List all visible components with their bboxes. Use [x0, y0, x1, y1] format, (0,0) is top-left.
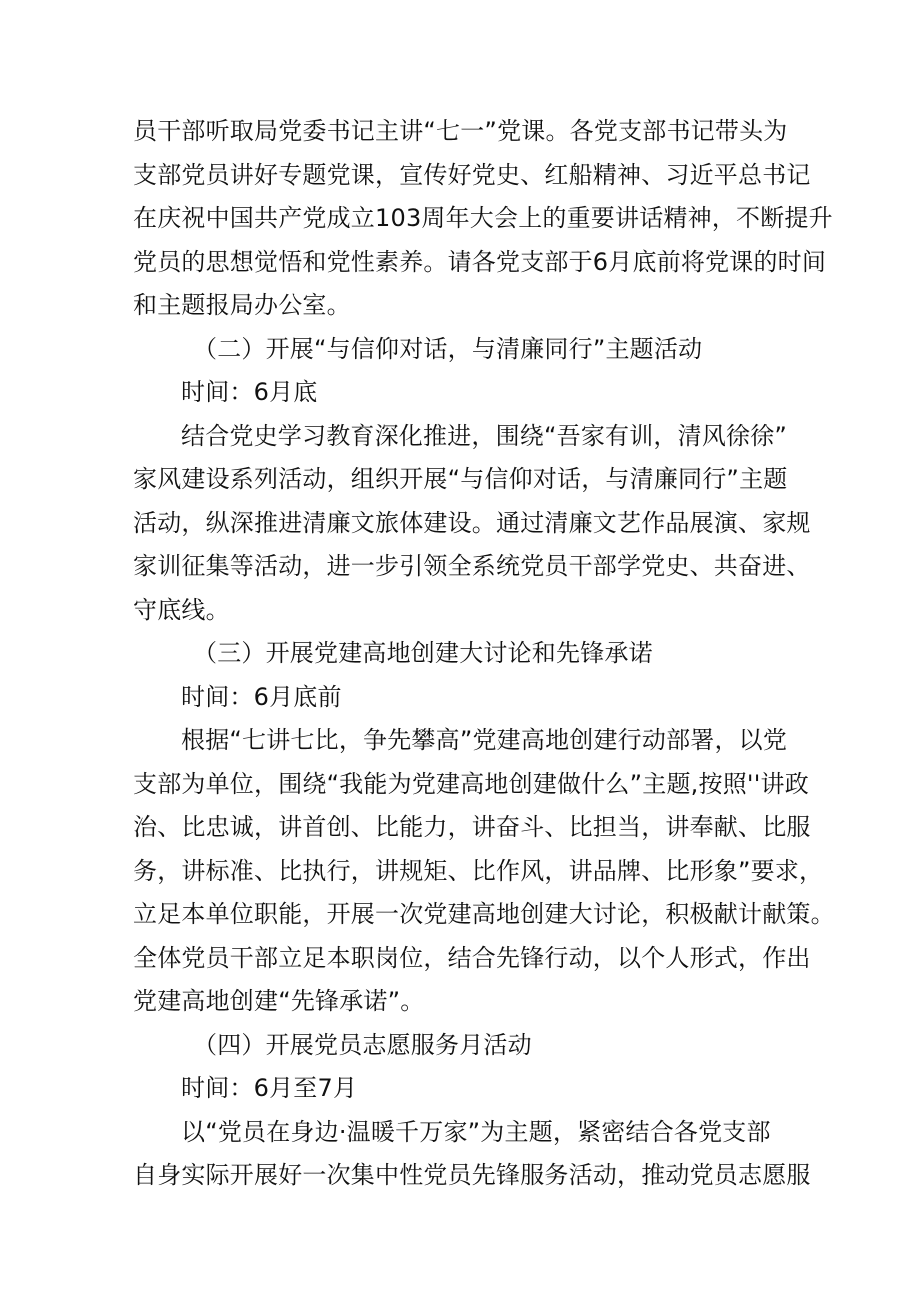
paragraph-line: 和主题报局办公室。 [133, 291, 351, 319]
section-heading: （三）开展党建高地创建大讨论和先锋承诺 [193, 639, 653, 667]
paragraph-line: 党员的思想觉悟和党性素养。请各党支部于6月底前将党课的时间 [133, 247, 827, 276]
paragraph-line: 支部为单位，围绕“我能为党建高地创建做什么”主题,按照''讲政 [133, 769, 809, 798]
section-time: 时间：6月底前 [181, 682, 342, 711]
section-time: 时间：6月底 [181, 378, 318, 406]
paragraph-line: 员干部听取局党委书记主讲“七一”党课。各党支部书记带头为 [133, 117, 788, 145]
section-heading: （二）开展“与信仰对话，与清廉同行”主题活动 [193, 334, 703, 363]
paragraph-line: 家风建设系列活动，组织开展“与信仰对话，与清廉同行”主题 [133, 465, 788, 493]
paragraph-line: 党建高地创建“先锋承诺”。 [133, 987, 425, 1015]
paragraph-line: 立足本单位职能，开展一次党建高地创建大讨论，积极献计献策。 [133, 900, 835, 928]
paragraph-line: 守底线。 [133, 595, 230, 624]
section-time: 时间：6月至7月 [181, 1074, 358, 1102]
paragraph-line: 在庆祝中国共产党成立103周年大会上的重要讲话精神，不断提升 [133, 204, 833, 232]
section-heading: （四）开展党员志愿服务月活动 [193, 1030, 532, 1059]
paragraph-line: 务，讲标准、比执行，讲规矩、比作风，讲品牌、比形象”要求， [133, 856, 824, 885]
paragraph-line: 活动，纵深推进清廉文旅体建设。通过清廉文艺作品展演、家规 [133, 508, 811, 537]
paragraph-line: 全体党员干部立足本职岗位，结合先锋行动，以个人形式，作出 [133, 943, 811, 972]
paragraph-line: 治、比忠诚，讲首创、比能力，讲奋斗、比担当，讲奉献、比服 [133, 813, 811, 841]
paragraph-line: 以“党员在身边·温暖千万家”为主题，紧密结合各党支部 [181, 1117, 771, 1146]
paragraph-line: 结合党史学习教育深化推进，围绕“吾家有训，清风徐徐” [181, 421, 788, 450]
paragraph-line: 支部党员讲好专题党课，宣传好党史、红船精神、习近平总书记 [133, 160, 811, 189]
document-body [133, 110, 835, 1198]
paragraph-line: 根据“七讲七比，争先攀高”党建高地创建行动部署，以党 [181, 726, 788, 754]
paragraph-line: 家训征集等活动，进一步引领全系统党员干部学党史、共奋进、 [133, 552, 811, 580]
paragraph-line: 自身实际开展好一次集中性党员先锋服务活动，推动党员志愿服 [133, 1161, 811, 1189]
